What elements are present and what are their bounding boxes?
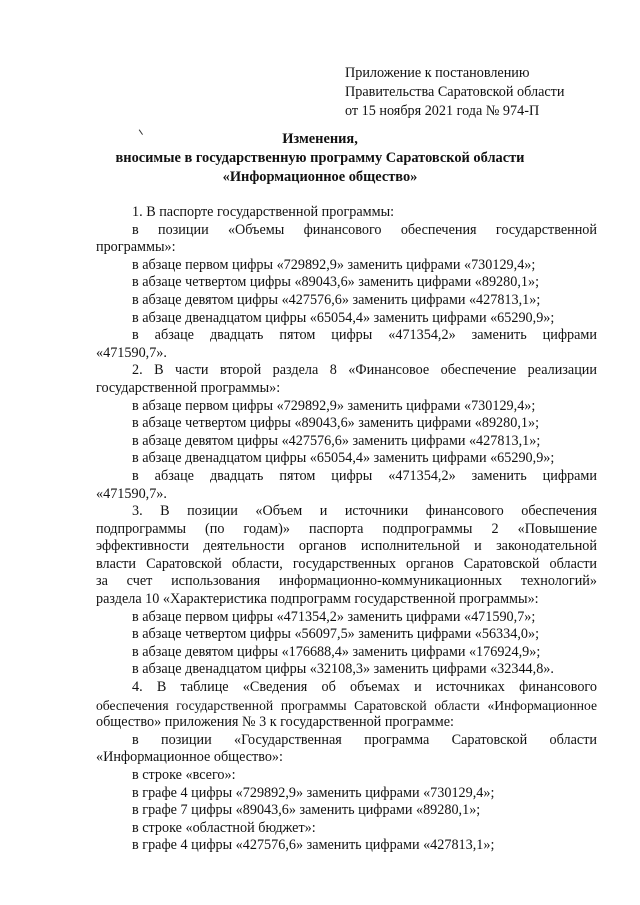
approval-line: от 15 ноября 2021 года № 974-П [345, 103, 540, 119]
text-line: в строке «областной бюджет»: [132, 819, 316, 836]
text-line: раздела 10 «Характеристика подпрограмм государственной программы»: [96, 591, 539, 608]
text-line: эффективности деятельности органов исполнительной и законодательной [96, 538, 597, 555]
text-line: в абзаце четвертом цифры «89043,6» заменить цифрами «89280,1»; [132, 415, 540, 432]
text-line: «471590,7». [96, 485, 167, 502]
text-line: в позиции «Государственная программа Саратовской области [132, 731, 597, 748]
text-line: 2. В части второй раздела 8 «Финансовое обеспечение реализации [132, 362, 597, 379]
text-line: в абзаце четвертом цифры «56097,5» заменить цифрами «56334,0»; [132, 626, 540, 643]
text-line: в абзаце двадцать пятом цифры «471354,2» заменить цифрами [132, 467, 597, 484]
text-line: в графе 7 цифры «89043,6» заменить цифрами «89280,1»; [132, 802, 481, 819]
text-line: обеспечения государственной программы Саратовской области «Информационное [96, 697, 597, 713]
document-title [0, 130, 640, 187]
text-line: в абзаце девятом цифры «427576,6» заменить цифрами «427813,1»; [132, 291, 541, 308]
text-line: в абзаце девятом цифры «427576,6» заменить цифрами «427813,1»; [132, 432, 541, 449]
text-line: «Информационное общество»: [96, 749, 283, 766]
text-line: подпрограммы (по годам)» паспорта подпрограммы 2 «Повышение [96, 520, 597, 537]
text-line: программы»: [96, 239, 176, 256]
text-line: за счет использования информационно-коммуникационных технологий» [96, 573, 597, 590]
text-line: 4. В таблице «Сведения об объемах и источниках финансового [132, 679, 597, 696]
text-line: 1. В паспорте государственной программы: [132, 204, 395, 220]
text-line: в абзаце двенадцатом цифры «65054,4» заменить цифрами «65290,9»; [132, 309, 555, 326]
text-line: в строке «всего»: [132, 767, 236, 783]
title-line: «Информационное общество» [222, 169, 418, 185]
text-line: в абзаце девятом цифры «176688,4» заменить цифрами «176924,9»; [132, 643, 541, 660]
text-line: в абзаце первом цифры «729892,9» заменить цифрами «730129,4»; [132, 397, 536, 414]
text-line: в позиции «Объемы финансового обеспечения государственной [132, 221, 597, 238]
text-line: 3. В позиции «Объем и источники финансового обеспечения [132, 503, 597, 520]
text-line: в абзаце двенадцатом цифры «65054,4» заменить цифрами «65290,9»; [132, 450, 555, 467]
text-line: в графе 4 цифры «729892,9» заменить цифрами «730129,4»; [132, 784, 495, 801]
title-line: вносимые в государственную программу Саратовской области [115, 150, 525, 166]
approval-line: Правительства Саратовской области [345, 84, 565, 100]
text-line: в графе 4 цифры «427576,6» заменить цифрами «427813,1»; [132, 837, 495, 854]
title-line: Изменения, [282, 131, 358, 147]
document-body [96, 204, 597, 855]
text-line: в абзаце первом цифры «471354,2» заменить цифрами «471590,7»; [132, 608, 536, 625]
text-line: в абзаце четвертом цифры «89043,6» заменить цифрами «89280,1»; [132, 274, 540, 291]
text-line: в абзаце двадцать пятом цифры «471354,2» заменить цифрами [132, 327, 597, 344]
text-line: власти Саратовской области, государственных органов Саратовской области [96, 555, 597, 572]
approval-line: Приложение к постановлению [345, 65, 530, 81]
approval-stamp [345, 64, 564, 121]
text-line: в абзаце первом цифры «729892,9» заменить цифрами «730129,4»; [132, 256, 536, 273]
text-line: общество» приложения № 3 к государственной программе: [96, 714, 454, 731]
text-line: «471590,7». [96, 344, 167, 361]
text-line: в абзаце двенадцатом цифры «32108,3» заменить цифрами «32344,8». [132, 661, 554, 678]
text-line: государственной программы»: [96, 379, 281, 396]
